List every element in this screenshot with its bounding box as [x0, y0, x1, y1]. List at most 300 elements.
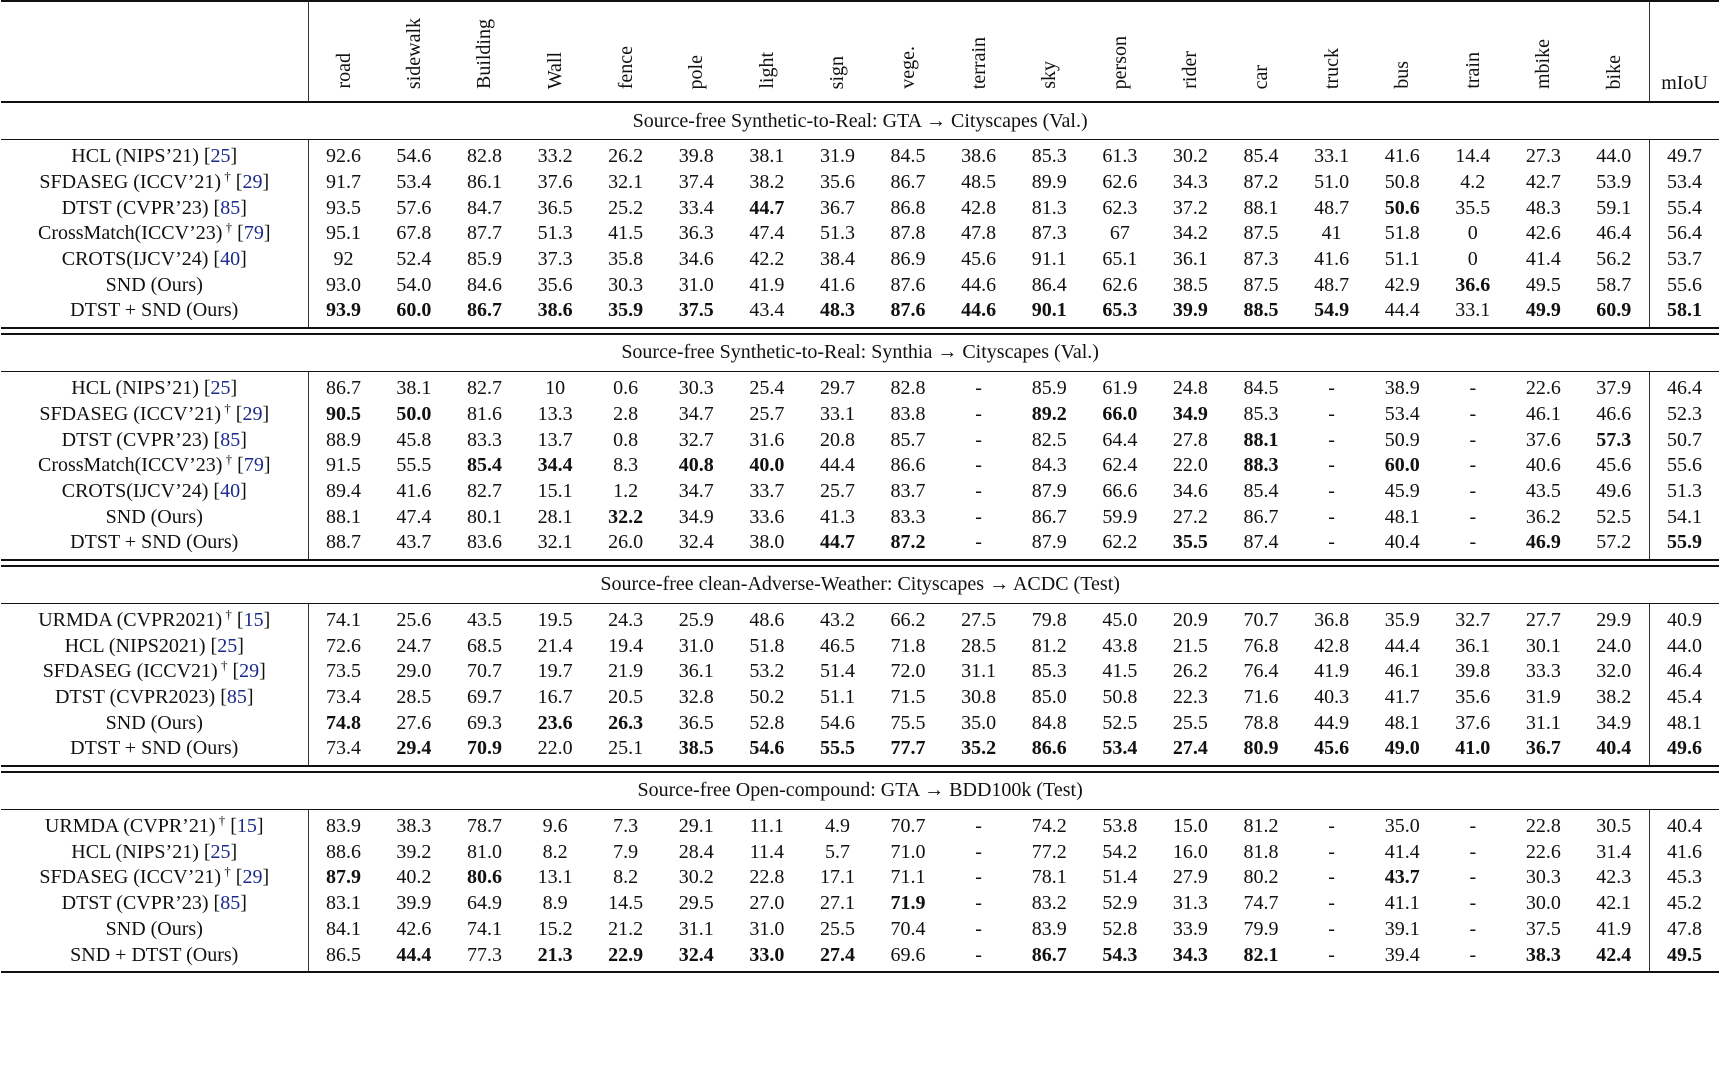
- value-cell: [308, 865, 379, 891]
- method-name: HCL (NIPS2021): [64, 634, 206, 657]
- value-cell: -: [1328, 377, 1335, 400]
- value-cell: 39.4: [1384, 943, 1420, 966]
- value-cell: 38.2: [749, 171, 785, 194]
- best-value: 80.6: [466, 866, 502, 889]
- value-cell: 25.7: [749, 402, 785, 425]
- value-cell: 24.0: [1596, 634, 1632, 657]
- value-cell: [308, 298, 379, 328]
- column-header-label: sky: [1038, 61, 1061, 89]
- best-value: 53.4: [1102, 737, 1138, 760]
- value-cell: 85.7: [890, 428, 926, 451]
- citation-link[interactable]: 79: [243, 222, 264, 245]
- value-cell: [1508, 298, 1579, 328]
- value-cell: 73.5: [326, 660, 362, 683]
- value-cell: [1226, 298, 1297, 328]
- value-cell: 76.8: [1243, 634, 1279, 657]
- value-cell: [1296, 298, 1367, 328]
- best-value: 37.5: [678, 299, 714, 322]
- value-cell: 72.0: [890, 660, 926, 683]
- value-cell: 53.4: [396, 171, 432, 194]
- value-cell: 74.1: [326, 608, 362, 631]
- value-cell: 66.2: [890, 608, 926, 631]
- best-value: 54.3: [1102, 943, 1138, 966]
- value-cell: 33.1: [1314, 145, 1350, 168]
- value-cell: 33.4: [678, 196, 714, 219]
- value-cell: 46.6: [1596, 402, 1632, 425]
- method-cell: [1, 736, 308, 766]
- value-cell: -: [975, 892, 982, 915]
- table-row: [1, 810, 1719, 840]
- value-cell: [1155, 942, 1226, 972]
- value-cell: 48.1: [1384, 505, 1420, 528]
- value-cell: 40.3: [1314, 686, 1350, 709]
- citation-link[interactable]: 85: [220, 892, 241, 915]
- value-cell: 66.6: [1102, 479, 1138, 502]
- value-cell: 2.8: [613, 402, 639, 425]
- value-cell: 31.9: [1525, 686, 1561, 709]
- value-cell: 43.5: [466, 608, 502, 631]
- value-cell: 43.7: [396, 531, 432, 554]
- value-cell: -: [975, 866, 982, 889]
- citation-link[interactable]: 29: [242, 402, 263, 425]
- value-cell: 52.5: [1596, 505, 1632, 528]
- value-cell: [1226, 427, 1297, 453]
- value-cell: 29.0: [396, 660, 432, 683]
- best-value: 86.6: [1031, 737, 1067, 760]
- value-cell: 39.2: [396, 840, 432, 863]
- method-name: CROTS(IJCV’24): [61, 479, 209, 502]
- value-cell: 37.6: [1455, 711, 1491, 734]
- miou-cell: 55.6: [1649, 272, 1719, 298]
- value-cell: 80.2: [1243, 866, 1279, 889]
- column-header-wall: [520, 2, 591, 102]
- value-cell: 87.2: [1243, 171, 1279, 194]
- method-name: DTST (CVPR’23): [61, 196, 209, 219]
- miou-cell: 48.1: [1649, 710, 1719, 736]
- value-cell: [379, 298, 450, 328]
- value-cell: 24.7: [396, 634, 432, 657]
- value-cell: 77.3: [466, 943, 502, 966]
- value-cell: -: [1328, 840, 1335, 863]
- value-cell: [802, 298, 873, 328]
- method-name: DTST (CVPR’23): [61, 892, 209, 915]
- citation-link[interactable]: 15: [243, 608, 264, 631]
- best-value: 45.6: [1314, 737, 1350, 760]
- best-value: 44.7: [749, 196, 785, 219]
- value-cell: 22.8: [1525, 815, 1561, 838]
- value-cell: 49.6: [1596, 479, 1632, 502]
- value-cell: 25.2: [608, 196, 644, 219]
- value-cell: -: [1328, 454, 1335, 477]
- value-cell: 35.9: [1384, 608, 1420, 631]
- value-cell: [1367, 453, 1438, 479]
- value-cell: 22.3: [1172, 686, 1208, 709]
- value-cell: 87.9: [1031, 479, 1067, 502]
- value-cell: 25.1: [608, 737, 644, 760]
- value-cell: 28.5: [396, 686, 432, 709]
- miou-cell: 53.7: [1649, 247, 1719, 273]
- best-value: 32.4: [678, 943, 714, 966]
- value-cell: 34.7: [678, 402, 714, 425]
- value-cell: 20.5: [608, 686, 644, 709]
- value-cell: [590, 504, 661, 530]
- value-cell: 45.6: [1596, 454, 1632, 477]
- value-cell: 36.1: [1172, 248, 1208, 271]
- column-header-label: rider: [1179, 51, 1202, 89]
- value-cell: 8.3: [613, 454, 639, 477]
- best-value: 60.0: [396, 299, 432, 322]
- value-cell: [379, 942, 450, 972]
- value-cell: 19.7: [537, 660, 573, 683]
- value-cell: 51.0: [1314, 171, 1350, 194]
- value-cell: [1085, 942, 1156, 972]
- method-name: SND (Ours): [105, 505, 203, 528]
- value-cell: 37.6: [537, 171, 573, 194]
- value-cell: [1085, 402, 1156, 428]
- value-cell: -: [1469, 428, 1477, 451]
- method-cell: [1, 504, 308, 530]
- value-cell: 51.8: [749, 634, 785, 657]
- value-cell: 44.6: [961, 273, 997, 296]
- value-cell: 86.7: [1031, 505, 1067, 528]
- value-cell: 59.9: [1102, 505, 1138, 528]
- citation-link[interactable]: 85: [226, 686, 247, 709]
- value-cell: 93.0: [326, 273, 362, 296]
- value-cell: 25.5: [819, 917, 855, 940]
- value-cell: 21.9: [608, 660, 644, 683]
- value-cell: 41.9: [1596, 917, 1632, 940]
- value-cell: 16.0: [1172, 840, 1208, 863]
- miou-cell: [1649, 736, 1719, 766]
- value-cell: 72.6: [326, 634, 362, 657]
- best-value: 90.1: [1031, 299, 1067, 322]
- value-cell: 51.4: [1102, 866, 1138, 889]
- value-cell: 41.3: [819, 505, 855, 528]
- best-value: 27.4: [1172, 737, 1208, 760]
- value-cell: 29.1: [678, 815, 714, 838]
- value-cell: 39.9: [396, 892, 432, 915]
- value-cell: 27.0: [749, 892, 785, 915]
- value-cell: 8.2: [613, 866, 639, 889]
- value-cell: -: [975, 917, 982, 940]
- best-value: 44.4: [396, 943, 432, 966]
- best-value: 50.6: [1384, 196, 1420, 219]
- method-cell: [1, 942, 308, 972]
- value-cell: 92: [333, 248, 354, 271]
- value-cell: 36.7: [819, 196, 855, 219]
- method-name: SFDASEG (ICCV’21): [39, 171, 222, 194]
- miou-cell: 49.7: [1649, 140, 1719, 170]
- value-cell: 41.7: [1384, 686, 1420, 709]
- citation-link[interactable]: 79: [243, 454, 264, 477]
- table-row: [1, 917, 1719, 943]
- value-cell: 83.9: [326, 815, 362, 838]
- section-title-row: [1, 566, 1719, 604]
- value-cell: 21.5: [1172, 634, 1208, 657]
- value-cell: 17.1: [819, 866, 855, 889]
- value-cell: 74.2: [1031, 815, 1067, 838]
- value-cell: 37.3: [537, 248, 573, 271]
- value-cell: 52.8: [749, 711, 785, 734]
- value-cell: 62.6: [1102, 171, 1138, 194]
- miou-cell: [1649, 530, 1719, 560]
- value-cell: [1155, 298, 1226, 328]
- value-cell: -: [1328, 943, 1335, 966]
- best-value: 44.6: [961, 299, 997, 322]
- value-cell: 47.4: [749, 222, 785, 245]
- method-name: CROTS(IJCV’24): [61, 248, 209, 271]
- value-cell: -: [975, 531, 982, 554]
- best-value: 49.5: [1667, 943, 1703, 966]
- citation-link[interactable]: 25: [217, 634, 238, 657]
- value-cell: 22.0: [537, 737, 573, 760]
- value-cell: -: [1469, 454, 1477, 477]
- best-value: 88.3: [1243, 454, 1279, 477]
- best-value: 40.0: [749, 454, 785, 477]
- value-cell: [1085, 298, 1156, 328]
- value-cell: 43.2: [819, 608, 855, 631]
- column-header-bus: [1367, 2, 1438, 102]
- value-cell: 43.4: [749, 299, 785, 322]
- value-cell: 85.0: [1031, 686, 1067, 709]
- value-cell: 82.7: [466, 479, 502, 502]
- value-cell: 83.2: [1031, 892, 1067, 915]
- value-cell: 82.8: [890, 377, 926, 400]
- value-cell: 51.1: [1384, 248, 1420, 271]
- value-cell: 1.2: [613, 479, 639, 502]
- value-cell: 37.4: [678, 171, 714, 194]
- value-cell: 69.3: [466, 711, 502, 734]
- value-cell: 33.1: [819, 402, 855, 425]
- value-cell: 62.2: [1102, 531, 1138, 554]
- citation-link[interactable]: 15: [236, 815, 257, 838]
- column-header-sky: [1014, 2, 1085, 102]
- method-cell: HCL (NIPS’21) [25]: [1, 140, 308, 170]
- value-cell: 87.4: [1243, 531, 1279, 554]
- value-cell: 41.6: [1314, 248, 1350, 271]
- dagger-mark: †: [222, 219, 233, 235]
- value-cell: 45.0: [1102, 608, 1138, 631]
- method-name: HCL (NIPS’21): [71, 840, 199, 863]
- table-row: [1, 736, 1719, 766]
- miou-cell: 51.3: [1649, 479, 1719, 505]
- value-cell: 22.8: [749, 866, 785, 889]
- citation-link[interactable]: 25: [210, 840, 231, 863]
- value-cell: 93.5: [326, 196, 362, 219]
- value-cell: 51.4: [819, 660, 855, 683]
- value-cell: [449, 453, 520, 479]
- column-header-label: sidewalk: [402, 17, 425, 89]
- method-cell: DTST (CVPR’23) [85]: [1, 891, 308, 917]
- value-cell: 35.6: [537, 273, 573, 296]
- value-cell: [1155, 736, 1226, 766]
- column-header-label: person: [1108, 35, 1131, 89]
- column-header-label: train: [1461, 52, 1484, 89]
- method-name: CrossMatch(ICCV’23): [37, 222, 223, 245]
- value-cell: 68.5: [466, 634, 502, 657]
- value-cell: 20.8: [819, 428, 855, 451]
- citation-link[interactable]: 40: [220, 248, 241, 271]
- best-value: 35.2: [961, 737, 997, 760]
- method-cell: SFDASEG (ICCV’21) † [29]: [1, 170, 308, 196]
- value-cell: -: [975, 377, 982, 400]
- method-name: HCL (NIPS’21): [71, 145, 199, 168]
- best-value: 29.4: [396, 737, 432, 760]
- value-cell: 31.4: [1596, 840, 1632, 863]
- value-cell: 88.6: [326, 840, 362, 863]
- value-cell: [873, 298, 944, 328]
- miou-cell: 52.3: [1649, 402, 1719, 428]
- value-cell: 4.9: [824, 815, 850, 838]
- column-header-label: car: [1250, 64, 1273, 89]
- value-cell: 30.5: [1596, 815, 1632, 838]
- value-cell: 91.5: [326, 454, 362, 477]
- column-header-label: pole: [685, 54, 708, 89]
- citation-link[interactable]: 40: [220, 479, 241, 502]
- citation-link[interactable]: 85: [220, 428, 241, 451]
- best-value: 50.0: [396, 402, 432, 425]
- value-cell: 37.9: [1596, 377, 1632, 400]
- value-cell: 38.6: [961, 145, 997, 168]
- value-cell: 33.2: [537, 145, 573, 168]
- value-cell: 73.4: [326, 737, 362, 760]
- value-cell: -: [1328, 892, 1335, 915]
- value-cell: 30.1: [1525, 634, 1561, 657]
- value-cell: [590, 710, 661, 736]
- best-value: 87.9: [326, 866, 362, 889]
- value-cell: 70.7: [466, 660, 502, 683]
- dagger-mark: †: [215, 812, 226, 828]
- table-row: [1, 427, 1719, 453]
- header-row: [1, 2, 1719, 102]
- value-cell: 31.0: [678, 634, 714, 657]
- value-cell: 48.3: [1525, 196, 1561, 219]
- value-cell: 41.5: [608, 222, 644, 245]
- value-cell: 51.3: [537, 222, 573, 245]
- value-cell: 41.6: [1384, 145, 1420, 168]
- value-cell: -: [1469, 943, 1477, 966]
- value-cell: 54.6: [396, 145, 432, 168]
- value-cell: 40.4: [1384, 531, 1420, 554]
- value-cell: -: [1328, 917, 1335, 940]
- table-row: [1, 140, 1719, 170]
- value-cell: 69.7: [466, 686, 502, 709]
- value-cell: 42.3: [1596, 866, 1632, 889]
- section-title: Source-free Open-compound: GTA → BDD100k (Test): [637, 779, 1083, 802]
- miou-cell: 47.8: [1649, 917, 1719, 943]
- citation-link[interactable]: 29: [242, 866, 263, 889]
- column-header-sign: [802, 2, 873, 102]
- value-cell: [308, 710, 379, 736]
- value-cell: 65.1: [1102, 248, 1138, 271]
- value-cell: 22.6: [1525, 377, 1561, 400]
- value-cell: 58.7: [1596, 273, 1632, 296]
- best-value: 34.4: [537, 454, 573, 477]
- value-cell: 89.9: [1031, 171, 1067, 194]
- citation-link[interactable]: 29: [242, 171, 263, 194]
- value-cell: 32.7: [1455, 608, 1491, 631]
- value-cell: [449, 736, 520, 766]
- value-cell: 26.0: [608, 531, 644, 554]
- value-cell: 30.3: [678, 377, 714, 400]
- value-cell: 30.3: [608, 273, 644, 296]
- miou-cell: [1649, 942, 1719, 972]
- value-cell: 0: [1467, 222, 1478, 245]
- column-header-label: Building: [473, 18, 496, 89]
- value-cell: 80.1: [466, 505, 502, 528]
- value-cell: 48.5: [961, 171, 997, 194]
- value-cell: 54.2: [1102, 840, 1138, 863]
- value-cell: [661, 942, 732, 972]
- best-value: 86.7: [1031, 943, 1067, 966]
- best-value: 70.9: [466, 737, 502, 760]
- citation-link[interactable]: 29: [239, 660, 260, 683]
- value-cell: 81.2: [1031, 634, 1067, 657]
- best-value: 82.1: [1243, 943, 1279, 966]
- miou-cell: 50.7: [1649, 427, 1719, 453]
- citation-link[interactable]: 25: [210, 145, 231, 168]
- value-cell: [1508, 942, 1579, 972]
- value-cell: [590, 298, 661, 328]
- value-cell: [1367, 865, 1438, 891]
- value-cell: 49.5: [1525, 273, 1561, 296]
- value-cell: [520, 942, 591, 972]
- column-header-mbike: [1508, 2, 1579, 102]
- miou-cell: 41.6: [1649, 839, 1719, 865]
- value-cell: 34.6: [678, 248, 714, 271]
- value-cell: [1579, 427, 1650, 453]
- miou-cell: 55.6: [1649, 453, 1719, 479]
- value-cell: 31.0: [749, 917, 785, 940]
- method-cell: [1, 530, 308, 560]
- value-cell: 48.6: [749, 608, 785, 631]
- column-header-light: [732, 2, 803, 102]
- value-cell: 51.3: [819, 222, 855, 245]
- value-cell: 45.9: [1384, 479, 1420, 502]
- value-cell: 33.1: [1455, 299, 1491, 322]
- best-value: 39.9: [1172, 299, 1208, 322]
- miou-cell: 45.2: [1649, 891, 1719, 917]
- value-cell: 86.9: [890, 248, 926, 271]
- value-cell: 41: [1321, 222, 1342, 245]
- best-value: 93.9: [326, 299, 362, 322]
- value-cell: 71.0: [890, 840, 926, 863]
- value-cell: [449, 298, 520, 328]
- section-title-row: [1, 772, 1719, 810]
- table-row: [1, 604, 1719, 634]
- value-cell: 67: [1109, 222, 1130, 245]
- value-cell: -: [1469, 479, 1477, 502]
- column-header-bike: [1579, 2, 1650, 102]
- value-cell: 50.2: [749, 686, 785, 709]
- value-cell: [732, 453, 803, 479]
- value-cell: 39.8: [1455, 660, 1491, 683]
- value-cell: 25.6: [396, 608, 432, 631]
- value-cell: 46.4: [1596, 222, 1632, 245]
- citation-link[interactable]: 85: [220, 196, 241, 219]
- best-value: 87.2: [890, 531, 926, 554]
- citation-link[interactable]: 25: [210, 377, 231, 400]
- value-cell: 36.1: [1455, 634, 1491, 657]
- method-name: CrossMatch(ICCV’23): [37, 454, 223, 477]
- table-row: [1, 247, 1719, 273]
- value-cell: 31.3: [1172, 892, 1208, 915]
- value-cell: 41.4: [1384, 840, 1420, 863]
- table-row: [1, 298, 1719, 328]
- value-cell: 38.1: [749, 145, 785, 168]
- value-cell: 52.5: [1102, 711, 1138, 734]
- best-value: 40.8: [678, 454, 714, 477]
